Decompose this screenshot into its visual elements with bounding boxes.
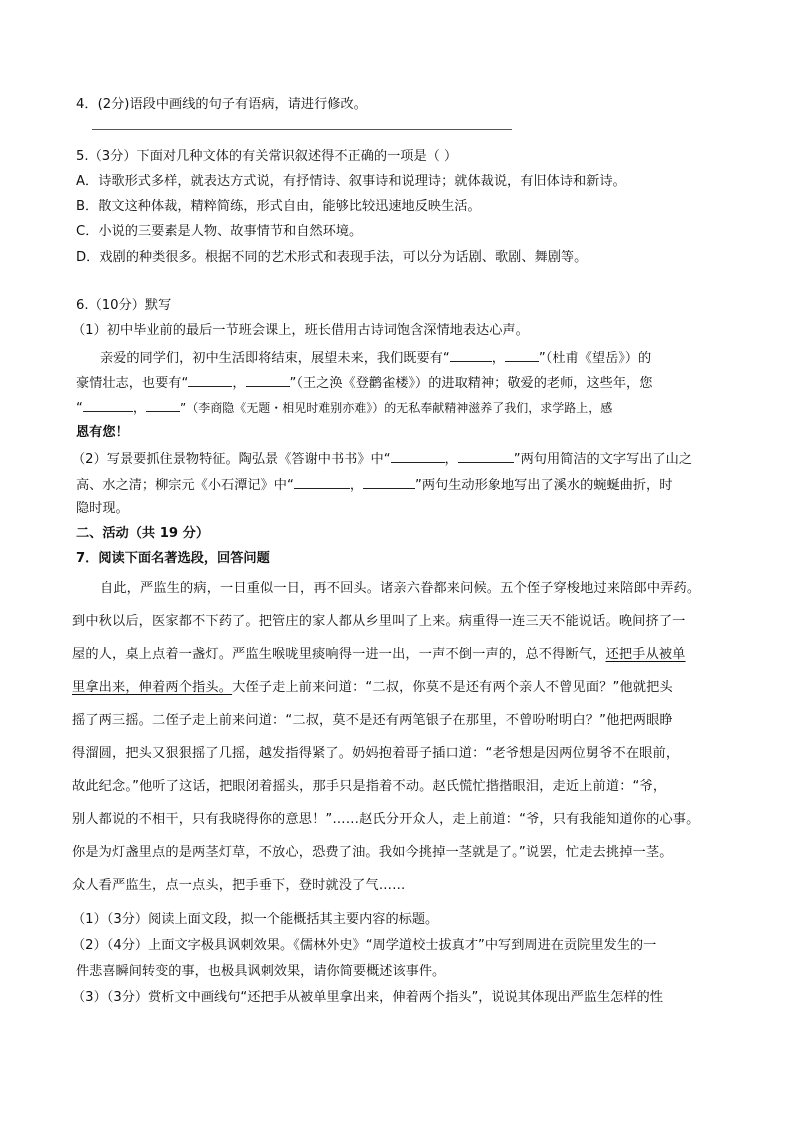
fill-blank (188, 373, 232, 387)
fill-blank (83, 398, 133, 412)
q6-part2-line1 (72, 449, 692, 469)
q6-part1-line4: 恩有您！ (76, 425, 129, 440)
q6-text: ”（王之涣《登鹳雀楼》）的进取精神；敬爱的老师，这些年，您 (289, 376, 653, 391)
passage-line: 众人看严监生，点一点头，把手垂下，登时就没了气…… (72, 878, 406, 893)
q4-answer-line (92, 129, 512, 130)
underlined-sentence: 还把手从被单 (605, 647, 686, 662)
passage-line (72, 679, 673, 697)
q6-text: 高、水之清；柳宗元《小石潭记》中“ (76, 478, 294, 493)
passage-text: 屋的人，桌上点着一盏灯。严监生喉咙里痰响得一进一出，一声不倒一声的，总不得断气， (72, 647, 606, 662)
q6-text: “ (76, 401, 83, 416)
q6-part1-line2 (76, 373, 652, 393)
fill-blank (146, 398, 180, 412)
q6-text: 豪情壮志，也要有“ (76, 376, 189, 391)
q6-text: ， (491, 351, 505, 366)
q6-text: ”两句用简洁的文字写出了山之 (513, 452, 693, 467)
fill-blank (363, 475, 415, 489)
q6-text: ， (232, 376, 246, 391)
q7-sub1: （1）（3分）阅读上面文段，拟一个能概括其主要内容的标题。 (72, 912, 439, 927)
q4-text: 4．(2分)语段中画线的句子有语病，请进行修改。 (76, 97, 367, 112)
q6-text: ”两句生动形象地写出了溪水的蜿蜒曲折，时 (415, 478, 673, 493)
passage-line: 你是为灯盏里点的是两茎灯草，不放心，恐费了油。我如今挑掉一茎就是了。”说罢，忙走去挑掉一茎。 (72, 845, 673, 860)
passage-line: 得溜圆，把头又狠狠摇了几摇，越发指得紧了。奶妈抱着哥子插口道：“老爷想是因两位舅爷不在眼前， (72, 746, 680, 761)
q7-sub3: （3）（3分）赏析文中画线句“还把手从被单里拿出来，伸着两个指头”，说说其体现出严监生怎样的性 (72, 990, 663, 1005)
q6-part1-line3 (76, 398, 612, 418)
passage-line: 自此，严监生的病，一日重似一日，再不回头。诸亲六眷都来问候。五个侄子穿梭地过来陪郎中弄药。 (100, 581, 701, 596)
fill-blank (458, 449, 514, 463)
q6-text: ”（李商隐《无题・相见时难别亦难》）的无私奉献精神滋养了我们，求学路上，感 (180, 401, 613, 415)
q6-text: （2）写景要抓住景物特征。陶弘景《答谢中书书》中“ (72, 452, 391, 467)
passage-line: 故此纪念。”他听了这话，把眼闭着摇头，那手只是指着不动。赵氏慌忙揩揩眼泪，走近上前道：“爷， (72, 779, 667, 794)
passage-text: 大侄子走上前来问道：“二叔，你莫不是还有两个亲人不曾见面？”他就把头 (232, 680, 673, 695)
q5-option-c: C．小说的三要素是人物、故事情节和自然环境。 (76, 224, 363, 239)
q6-text: ”（杜甫《望岳》）的 (538, 351, 652, 366)
q6-part2-line2 (76, 475, 672, 495)
q6-part1-line1 (100, 348, 651, 368)
q5-option-b: B．散文这种体裁，精粹简练，形式自由，能够比较迅速地反映生活。 (76, 199, 481, 214)
q5-option-a: A．诗歌形式多样，就表达方式说，有抒情诗、叙事诗和说理诗；就体裁说，有旧体诗和新诗。 (76, 174, 626, 189)
fill-blank (391, 449, 445, 463)
q6-text: ， (349, 478, 364, 493)
passage-line: 别人都说的不相干，只有我晓得你的意思！”……赵氏分开众人，走上前道：“爷，只有我能知道你的心事。 (72, 812, 700, 827)
section2-heading: 二、活动（共 19 分） (76, 526, 210, 541)
passage-line (72, 646, 686, 664)
q7-sub2-cont: 件悲喜瞬间转变的事，也极具讽刺效果，请你简要概述该事件。 (76, 964, 446, 979)
q6-part2-line3: 隐时现。 (76, 501, 129, 516)
fill-blank (294, 475, 350, 489)
q5-option-d: D．戏剧的种类很多。根据不同的艺术形式和表现手法，可以分为话剧、歌剧、舞剧等。 (76, 250, 588, 265)
q6-part1-title: （1）初中毕业前的最后一节班会课上，班长借用古诗词饱含深情地表达心声。 (72, 323, 529, 338)
q6-text: ， (132, 401, 147, 416)
passage-line: 摇了两三摇。二侄子走上前来问道：“二叔，莫不是还有两笔银子在那里，不曾吩咐明白？”他把两眼睁 (72, 713, 673, 728)
q5-stem: 5.（3分）下面对几种文体的有关常识叙述得不正确的一项是（ ） (76, 149, 458, 164)
q6-heading: 6.（10分）默写 (76, 298, 172, 313)
fill-blank (246, 373, 290, 387)
passage-line: 到中秋以后，医家都不下药了。把管庄的家人都从乡里叫了上来。病重得一连三天不能说话。晚间挤了一 (72, 614, 686, 629)
underlined-sentence: 里拿出来，伸着两个指头。 (72, 680, 233, 695)
fill-blank (450, 348, 492, 362)
fill-blank (505, 348, 539, 362)
q6-text: ， (444, 452, 458, 467)
q6-text: 亲爱的同学们，初中生活即将结束，展望未来，我们既要有“ (100, 351, 450, 366)
q7-title: 7．阅读下面名著选段，回答问题 (76, 551, 270, 566)
q7-sub2: （2）（4分）上面文字极具讽刺效果。《儒林外史》“周学道校士拔真才”中写到周进在贡院里发生的一 (72, 938, 657, 953)
